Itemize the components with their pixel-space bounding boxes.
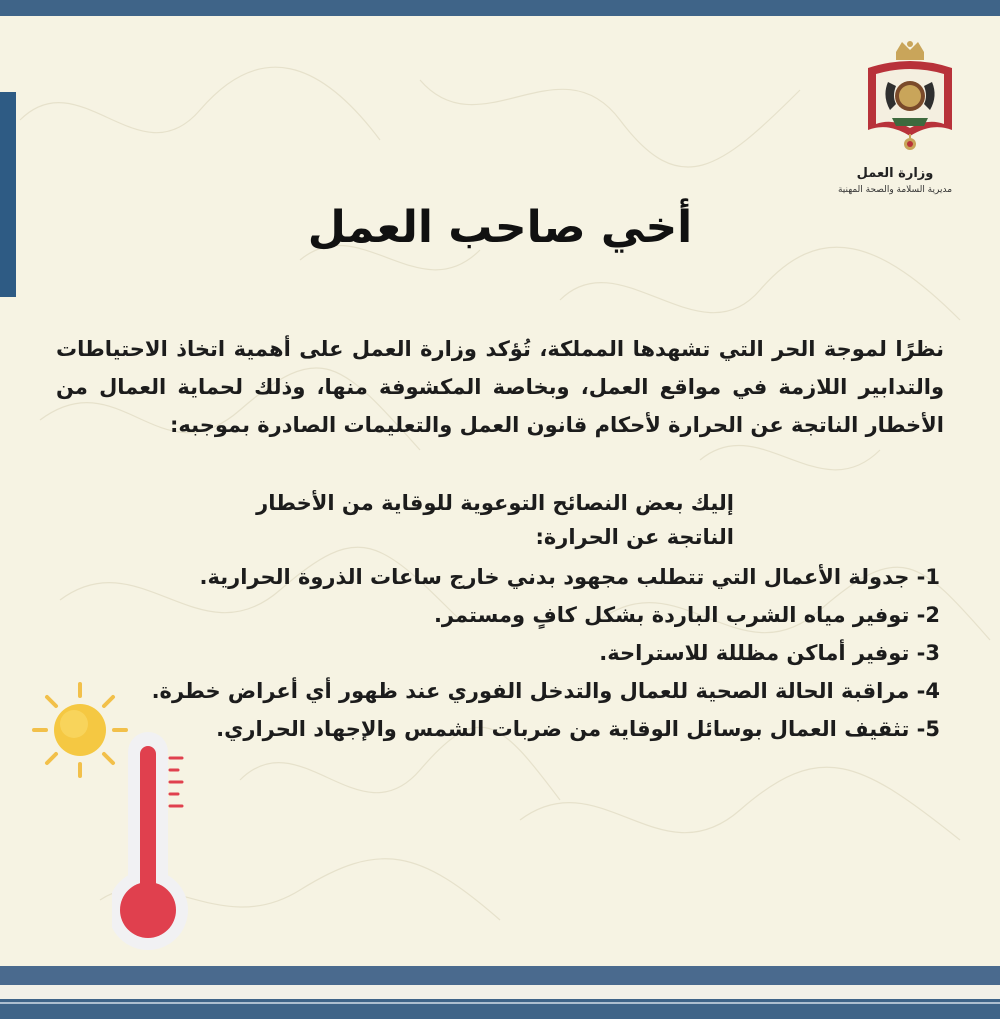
- ministry-name: وزارة العمل: [856, 166, 934, 181]
- list-item: 5- تثقيف العمال بوسائل الوقاية من ضربات الشمس والإجهاد الحراري.: [216, 717, 940, 741]
- list-item: 4- مراقبة الحالة الصحية للعمال والتدخل الفوري عند ظهور أي أعراض خطرة.: [151, 679, 940, 703]
- ministry-header: [830, 166, 960, 195]
- list-item: 3- توفير أماكن مظللة للاستراحة.: [599, 641, 940, 665]
- top-frame-bar: [0, 0, 1000, 16]
- ministry-subtitle: مديرية السلامة والصحة المهنية: [837, 185, 953, 195]
- page-title: أخي صاحب العمل: [307, 202, 693, 253]
- tips-lead: إليك بعض النصائح التوعوية للوقاية من الأخطار الناتجة عن الحرارة:: [256, 491, 734, 549]
- list-item: 2- توفير مياه الشرب الباردة بشكل كافٍ ومستمر.: [433, 603, 940, 627]
- side-accent-bar: [0, 92, 16, 297]
- list-item: 1- جدولة الأعمال التي تتطلب مجهود بدني خارج ساعات الذروة الحرارية.: [199, 565, 940, 589]
- thermometer-icon: [112, 728, 204, 954]
- intro-paragraph: نظرًا لموجة الحر التي تشهدها المملكة، تُؤكد وزارة العمل على أهمية اتخاذ الاحتياطات والتدابير اللازمة في مواقع العمل، وبخاصة المكشوفة منها، وذلك لحماية العمال من الأخطار الناتجة عن الحرارة لأحكام قانون العمل والتعليمات الصادرة بموجبه:: [56, 337, 944, 437]
- bottom-frame-gap: [0, 985, 1000, 999]
- bottom-frame-band: [0, 966, 1000, 985]
- tips-list: [140, 558, 940, 748]
- bottom-frame-line: [0, 1002, 1000, 1004]
- royal-emblem-icon: [862, 38, 958, 162]
